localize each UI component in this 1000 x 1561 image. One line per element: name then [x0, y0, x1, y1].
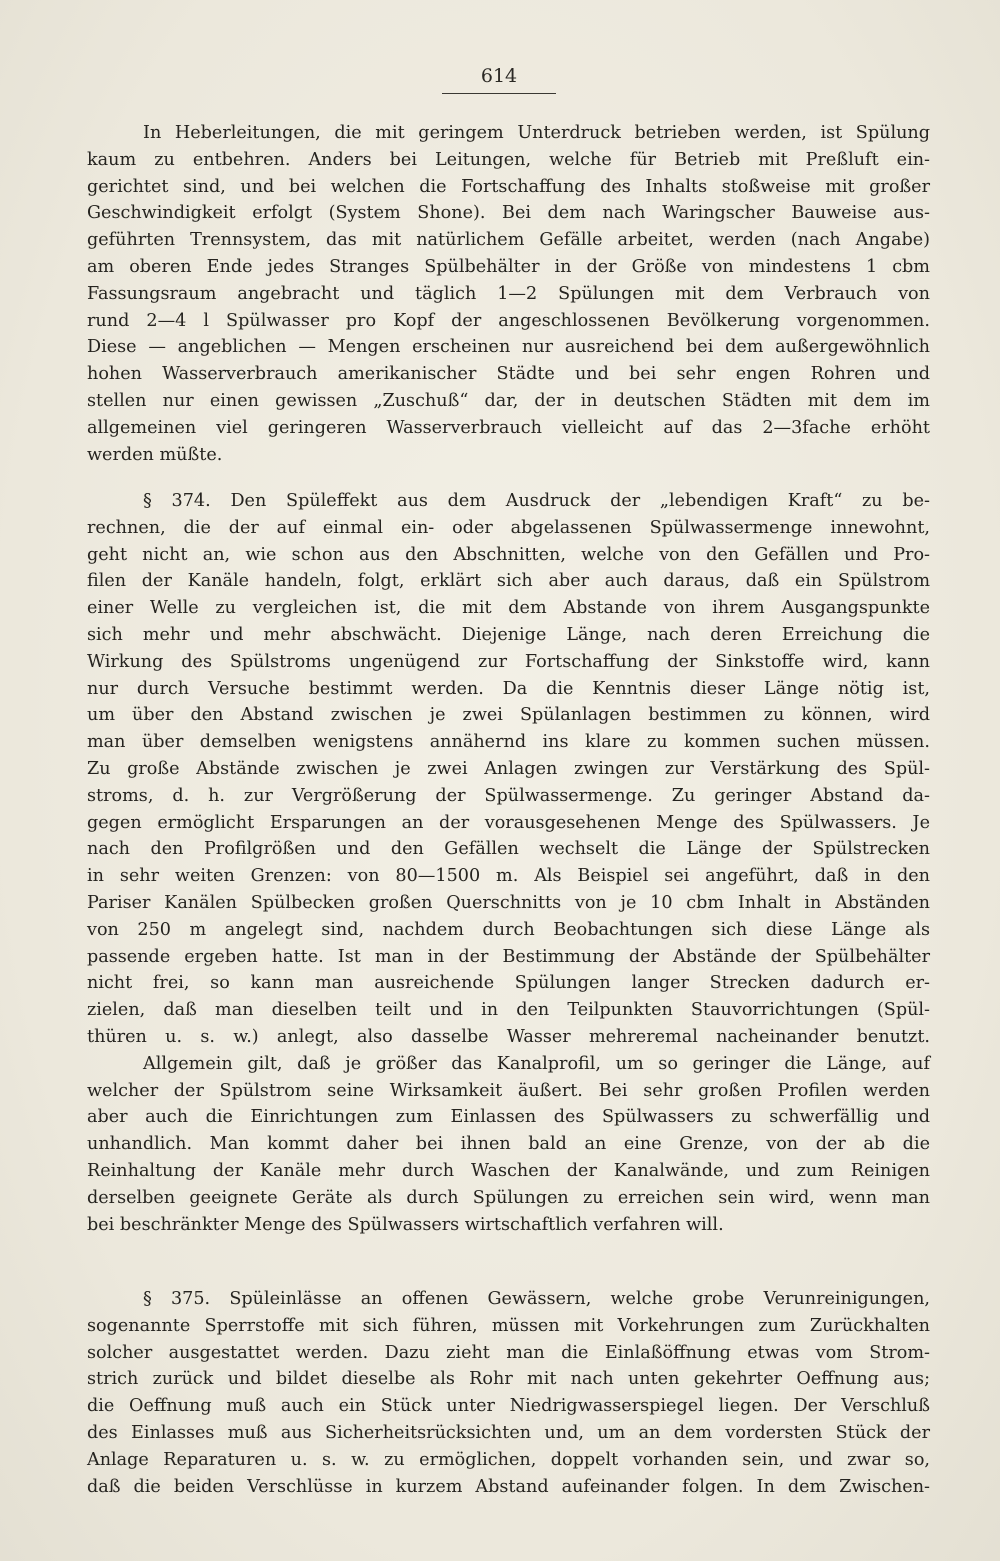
text-line: In Heberleitungen, die mit geringem Unterdruck betrieben werden, ist Spülung	[143, 123, 930, 143]
text-line: nicht frei, so kann man ausreichende Spülungen langer Strecken dadurch er-	[87, 973, 930, 994]
text-line: aber auch die Einrichtungen zum Einlassen des Spülwassers zu schwerfällig und	[87, 1107, 930, 1128]
text-line: Anlage Reparaturen u. s. w. zu ermöglichen, doppelt vorhanden sein, und zwar so,	[87, 1449, 930, 1470]
text-line: Geschwindigkeit erfolgt (System Shone). Bei dem nach Waringscher Bauweise aus-	[87, 203, 930, 224]
page-header	[442, 64, 556, 88]
text-line: allgemeinen viel geringeren Wasserverbrauch vielleicht auf das 2—3fache erhöht	[87, 417, 930, 438]
text-line: daß die beiden Verschlüsse in kurzem Abstand aufeinander folgen. In dem Zwischen-	[87, 1476, 930, 1497]
text-line: des Einlasses muß aus Sicherheitsrücksichten und, um an dem vordersten Stück der	[87, 1422, 930, 1443]
text-line: in sehr weiten Grenzen: von 80—1500 m. Als Beispiel sei angeführt, daß in den	[87, 866, 930, 887]
text-line: gerichtet sind, und bei welchen die Fortschaffung des Inhalts stoßweise mit großer	[87, 176, 930, 197]
text-line: werden müßte.	[87, 444, 223, 465]
text-line: Allgemein gilt, daß je größer das Kanalprofil, um so geringer die Länge, auf	[143, 1053, 930, 1074]
text-line: Fassungsraum angebracht und täglich 1—2 Spülungen mit dem Verbrauch von	[87, 283, 930, 304]
text-line: Reinhaltung der Kanäle mehr durch Waschen der Kanalwände, und zum Reinigen	[87, 1160, 930, 1181]
text-line: rund 2—4 l Spülwasser pro Kopf der angeschlossenen Bevölkerung vorgenommen.	[87, 310, 930, 331]
text-line: am oberen Ende jedes Stranges Spülbehälter in der Größe von mindestens 1 cbm	[87, 256, 930, 277]
text-line: welcher der Spülstrom seine Wirksamkeit äußert. Bei sehr großen Profilen werden	[87, 1080, 930, 1101]
text-line: solcher ausgestattet werden. Dazu zieht man die Einlaßöffnung etwas vom Strom-	[87, 1342, 930, 1363]
section-heading-line: § 375. Spüleinlässe an offenen Gewässern, welche grobe Verunreinigungen,	[143, 1289, 930, 1309]
text-line: man über demselben wenigstens annähernd ins klare zu kommen suchen müssen.	[87, 732, 930, 753]
text-line: Diese — angeblichen — Mengen erscheinen nur ausreichend bei dem außergewöhnlich	[87, 337, 930, 358]
text-line: bei beschränkter Menge des Spülwassers wirtschaftlich verfahren will.	[87, 1214, 724, 1235]
text-line: zielen, daß man dieselben teilt und in den Teilpunkten Stauvorrichtungen (Spül-	[87, 1000, 930, 1021]
text-line: unhandlich. Man kommt daher bei ihnen bald an eine Grenze, von der ab die	[87, 1134, 930, 1155]
text-line: Zu große Abstände zwischen je zwei Anlagen zwingen zur Verstärkung des Spül-	[87, 758, 930, 779]
text-line: rechnen, die der auf einmal ein- oder abgelassenen Spülwassermenge innewohnt,	[87, 517, 930, 538]
text-line: um über den Abstand zwischen je zwei Spülanlagen bestimmen zu können, wird	[87, 705, 930, 726]
text-line: kaum zu entbehren. Anders bei Leitungen, welche für Betrieb mit Preßluft ein-	[87, 149, 930, 170]
page-number: 614	[480, 65, 518, 87]
text-line: passende ergeben hatte. Ist man in der Bestimmung der Abstände der Spülbehälter	[87, 946, 930, 967]
text-line: stroms, d. h. zur Vergrößerung der Spülwassermenge. Zu geringer Abstand da-	[87, 785, 930, 806]
text-line: gegen ermöglicht Ersparungen an der vorausgesehenen Menge des Spülwassers. Je	[87, 812, 930, 833]
text-line: Wirkung des Spülstroms ungenügend zur Fortschaffung der Sinkstoffe wird, kann	[87, 651, 930, 672]
text-line: hohen Wasserverbrauch amerikanischer Städte und bei sehr engen Rohren und	[87, 364, 930, 385]
text-line: nach den Profilgrößen und den Gefällen wechselt die Länge der Spülstrecken	[87, 839, 930, 860]
text-line: thüren u. s. w.) anlegt, also dasselbe Wasser mehreremal nacheinander benutzt.	[87, 1026, 930, 1047]
section-375	[87, 1286, 930, 1500]
text-line: sogenannte Sperrstoffe mit sich führen, müssen mit Vorkehrungen zum Zurückhalten	[87, 1315, 930, 1336]
text-line: strich zurück und bildet dieselbe als Rohr mit nach unten gekehrter Oeffnung aus;	[87, 1369, 930, 1390]
paragraph-heberleitungen	[87, 120, 930, 468]
text-line: geführten Trennsystem, das mit natürlichem Gefälle arbeitet, werden (nach Angabe)	[87, 230, 930, 251]
section-374	[87, 488, 930, 1238]
header-rule	[442, 93, 556, 94]
text-line: einer Welle zu vergleichen ist, die mit dem Abstande von ihrem Ausgangspunkte	[87, 598, 930, 619]
section-heading-line: § 374. Den Spüleffekt aus dem Ausdruck der „lebendigen Kraft“ zu be-	[143, 491, 930, 511]
text-line: nur durch Versuche bestimmt werden. Da die Kenntnis dieser Länge nötig ist,	[87, 678, 930, 699]
text-line: filen der Kanäle handeln, folgt, erklärt sich aber auch daraus, daß ein Spülstrom	[87, 571, 930, 592]
text-line: sich mehr und mehr abschwächt. Diejenige Länge, nach deren Erreichung die	[87, 624, 930, 645]
text-line: die Oeffnung muß auch ein Stück unter Niedrigwasserspiegel liegen. Der Verschluß	[87, 1396, 930, 1417]
text-line: geht nicht an, wie schon aus den Abschnitten, welche von den Gefällen und Pro-	[87, 544, 930, 565]
text-line: von 250 m angelegt sind, nachdem durch Beobachtungen sich diese Länge als	[87, 919, 930, 940]
text-line: Pariser Kanälen Spülbecken großen Querschnitts von je 10 cbm Inhalt in Abständen	[87, 892, 930, 913]
text-line: derselben geeignete Geräte als durch Spülungen zu erreichen sein wird, wenn man	[87, 1187, 930, 1208]
text-line: stellen nur einen gewissen „Zuschuß“ dar, der in deutschen Städten mit dem im	[87, 390, 930, 411]
